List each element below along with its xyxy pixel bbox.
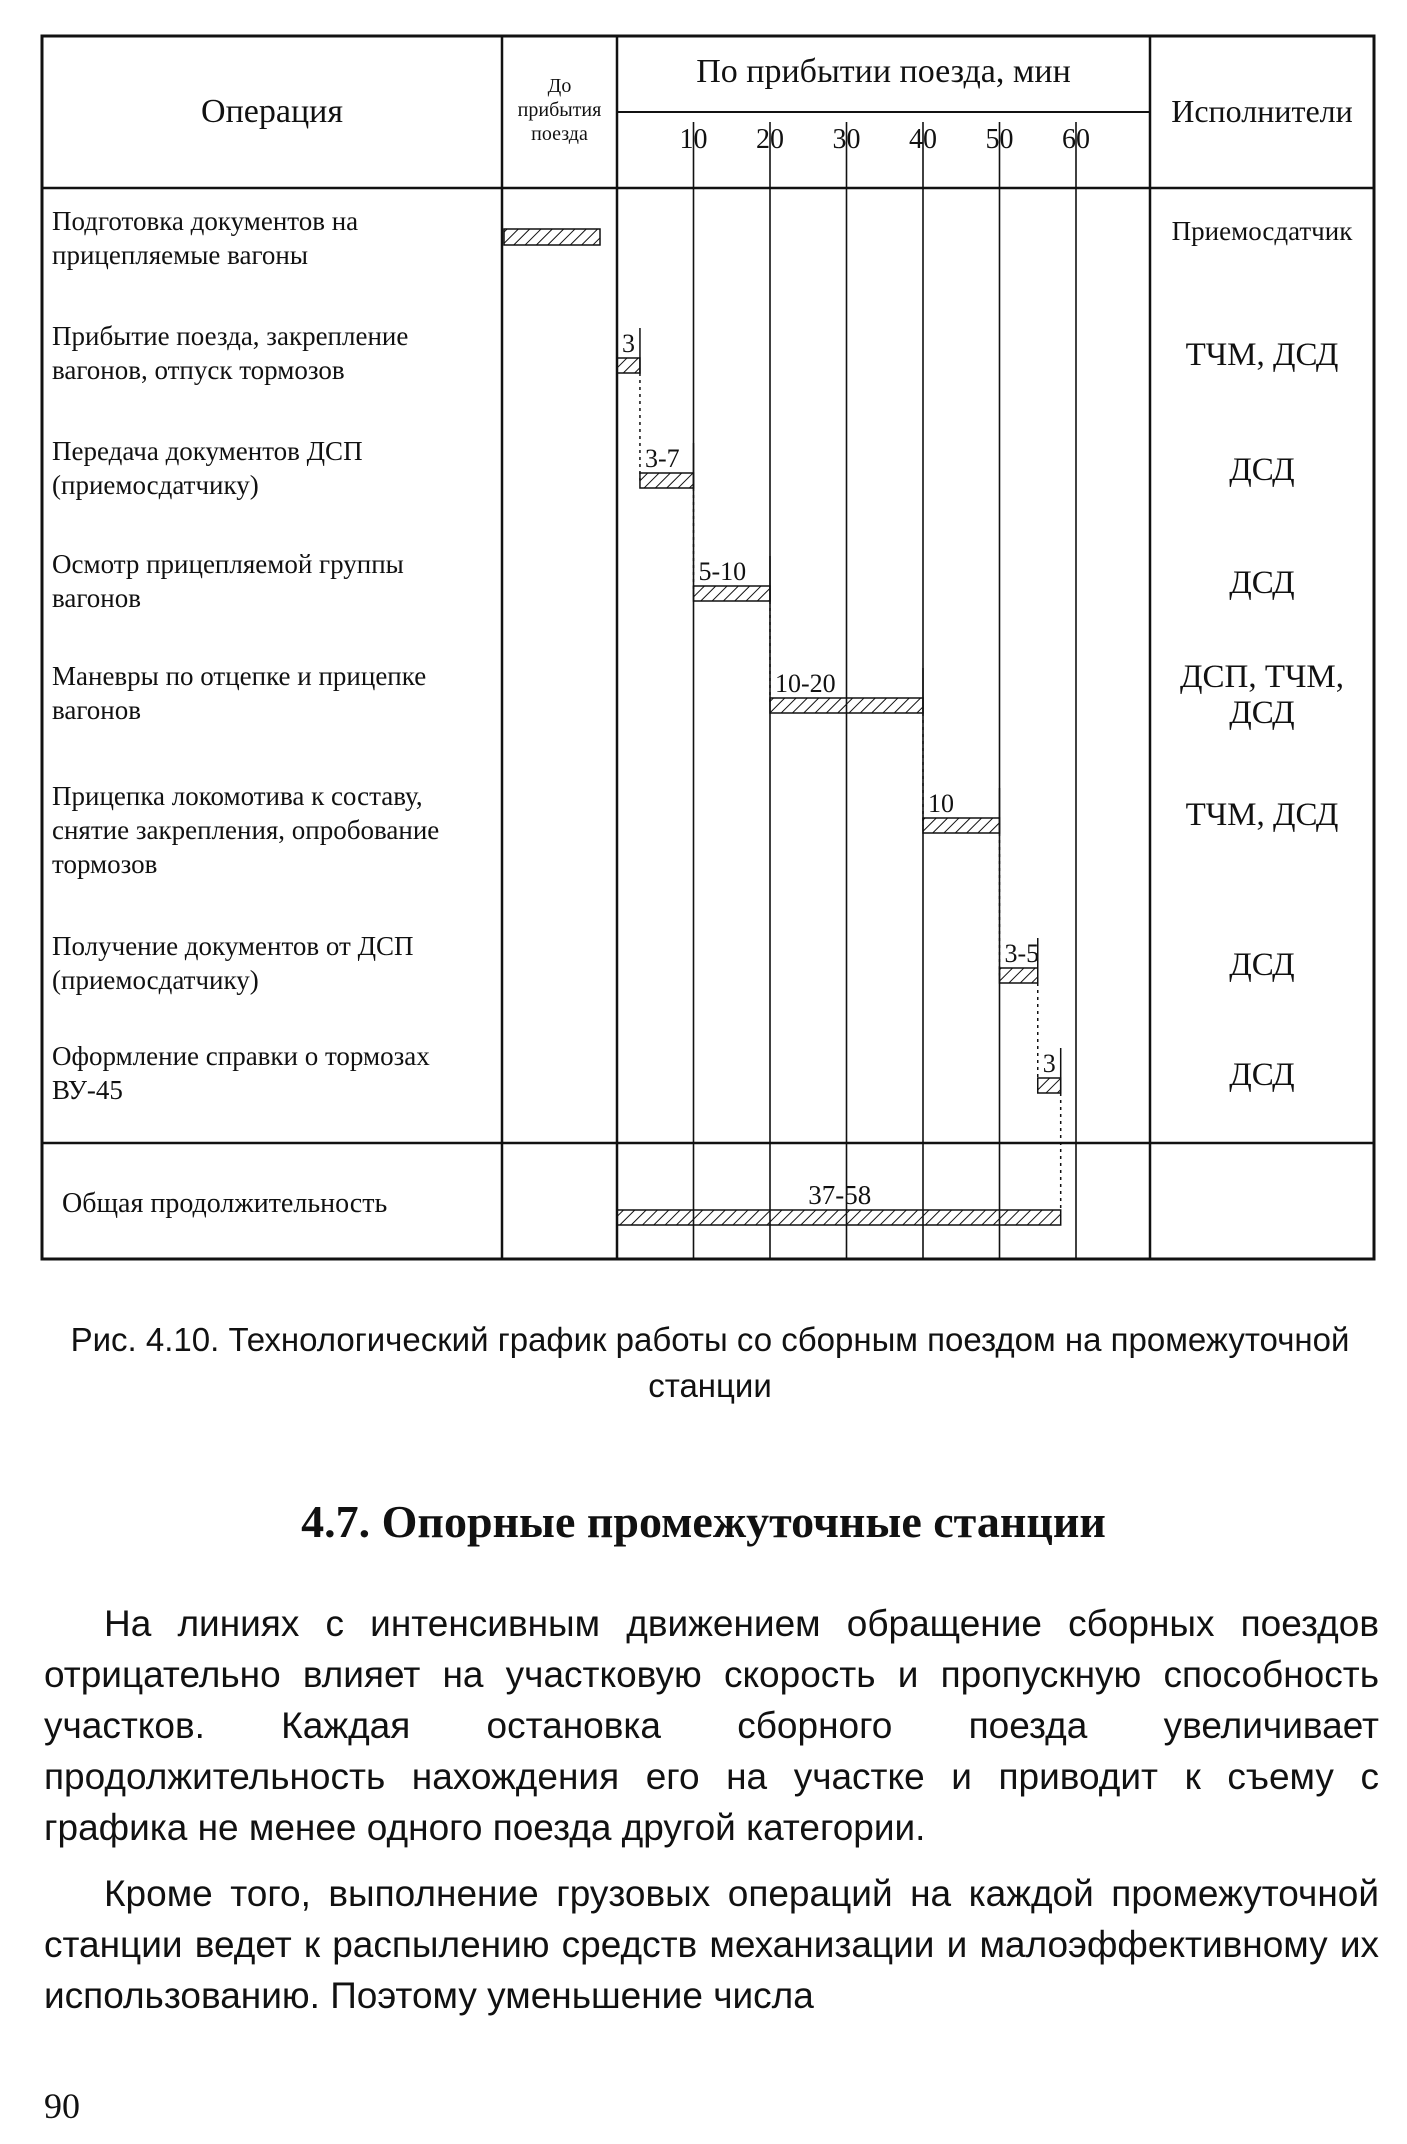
operation-text: Осмотр прицепляемой группы xyxy=(52,549,404,579)
executor-text: ДСД xyxy=(1229,947,1295,983)
operation-bar xyxy=(640,473,694,488)
operation-text: Получение документов от ДСП xyxy=(52,931,414,961)
operation-text: Прицепка локомотива к составу, xyxy=(52,781,423,811)
operation-bar xyxy=(770,698,923,713)
operation-text: (приемосдатчику) xyxy=(52,965,259,995)
header-before-line: До xyxy=(547,75,572,97)
header-after: По прибытии поезда, мин xyxy=(696,53,1071,90)
paragraph-2: Кроме того, выполнение грузовых операций на каждой промежуточной станции ведет к распылению средств механизации и малоэффективному их использованию. Поэтому уменьшение числа xyxy=(44,1873,1379,2016)
section-heading: 4.7. Опорные промежуточные станции xyxy=(301,1496,1106,1547)
total-bar xyxy=(617,1210,1061,1225)
operation-text: вагонов, отпуск тормозов xyxy=(52,355,345,385)
operation-text: вагонов xyxy=(52,583,141,613)
operation-text: прицепляемые вагоны xyxy=(52,240,308,270)
operation-text: Маневры по отцепке и прицепке xyxy=(52,661,427,691)
tick-label: 60 xyxy=(1062,124,1090,155)
operation-text: Подготовка документов на xyxy=(52,206,359,236)
bar-label: 10 xyxy=(928,789,954,818)
total-value: 37-58 xyxy=(808,1180,872,1210)
operation-text: (приемосдатчику) xyxy=(52,470,259,500)
header-before-line: поезда xyxy=(531,123,588,145)
executor-text: ТЧМ, ДСД xyxy=(1185,337,1339,373)
bar-label: 3-5 xyxy=(1004,939,1040,968)
header-executors: Исполнители xyxy=(1171,93,1353,129)
operation-text: вагонов xyxy=(52,695,141,725)
operation-bar xyxy=(1000,968,1038,983)
executor-text: ТЧМ, ДСД xyxy=(1185,797,1339,833)
operation-text: Прибытие поезда, закрепление xyxy=(52,321,409,351)
operation-bar xyxy=(694,586,771,601)
bar-label: 3-7 xyxy=(644,444,680,473)
executor-text: ДСД xyxy=(1229,1057,1295,1093)
operation-text: ВУ-45 xyxy=(52,1075,123,1105)
executor-text: ДСД xyxy=(1229,695,1295,731)
operation-bar xyxy=(923,818,1000,833)
bar-label: 3 xyxy=(622,329,635,358)
operation-bar xyxy=(617,358,640,373)
page-number: 90 xyxy=(44,2086,80,2126)
bar-before-arrival xyxy=(504,229,600,245)
tick-label: 20 xyxy=(756,124,784,155)
executor-text: ДСП, ТЧМ, xyxy=(1179,659,1345,695)
tick-label: 50 xyxy=(985,124,1014,155)
operation-text: Оформление справки о тормозах xyxy=(52,1041,430,1071)
tick-label: 30 xyxy=(832,124,861,155)
operation-text: тормозов xyxy=(52,849,158,879)
bar-label: 10-20 xyxy=(775,669,836,698)
paragraph-1: На линиях с интенсивным движением обращение сборных поездов отрицательно влияет на участковую скорость и пропускную способность участков. Каждая остановка сборного поезда увеличивает продолжительность нахождения его на участке и приводит к съему с графика не менее одного поезда другой категории. xyxy=(44,1603,1379,1848)
header-operation: Операция xyxy=(201,93,343,130)
operation-bar xyxy=(1038,1078,1061,1093)
figure-caption: Рис. 4.10. Технологический график работы со сборным поездом на промежуточной станции xyxy=(70,1321,1350,1404)
operation-text: снятие закрепления, опробование xyxy=(52,815,440,845)
total-label: Общая продолжительность xyxy=(62,1188,388,1219)
header-before-line: прибытия xyxy=(517,99,602,121)
tick-label: 40 xyxy=(909,124,937,155)
bar-label: 5-10 xyxy=(698,557,747,586)
bar-label: 3 xyxy=(1042,1049,1056,1078)
operation-text: Передача документов ДСП xyxy=(52,436,363,466)
executor-text: ДСД xyxy=(1229,452,1295,488)
tick-label: 10 xyxy=(679,124,708,155)
executor-text: ДСД xyxy=(1229,565,1295,601)
executor-text: Приемосдатчик xyxy=(1171,216,1353,246)
